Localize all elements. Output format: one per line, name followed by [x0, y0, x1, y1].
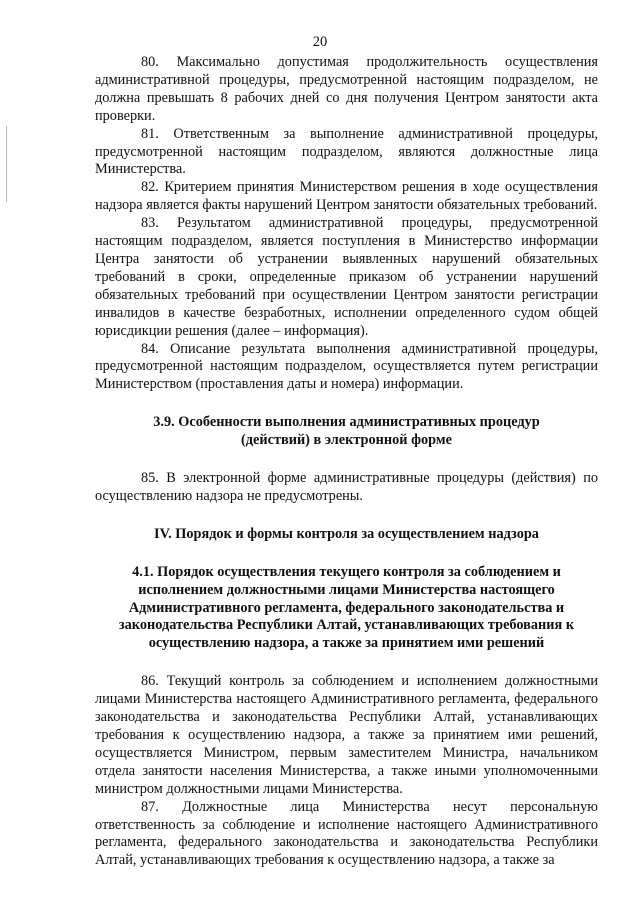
section-heading-4-1-line-2: исполнением должностными лицами Министерства настоящего — [138, 581, 555, 598]
section-heading-3-9-line-2: (действий) в электронной форме — [241, 432, 452, 449]
scan-edge-mark — [6, 126, 7, 202]
paragraph-85: 85. В электронной форме административные процедуры (действия) по осуществлению надзора не предусмотрены. — [95, 470, 598, 504]
section-heading-4-1-line-3: Административного регламента, федерального законодательства и — [128, 599, 565, 616]
paragraph-82: 82. Критерием принятия Министерством решения в ходе осуществления надзора является факты нарушений Центром занятости обязательных требований. — [95, 179, 598, 214]
paragraph-83: 83. Результатом административной процедуры, предусмотренной настоящим подразделом, является поступления в Министерство информации Центра занятости об устранении выявленных нарушений обязательных требований в сроки, определенные приказом об устранении нарушений обязательных требований при осуществлении Центром занятости регистрации инвалидов в качестве безработных, исполнении определенного судом общей юрисдикции решения (далее – информация). — [95, 215, 598, 339]
page-content — [95, 54, 598, 870]
paragraph-84: 84. Описание результата выполнения административной процедуры, предусмотренной настоящим подразделом, осуществляется путем регистрации Министерством (проставления даты и номера) информации. — [95, 340, 598, 393]
paragraph-81: 81. Ответственным за выполнение административной процедуры, предусмотренной настоящим подразделом, являются должностные лица Министерства. — [95, 125, 598, 178]
section-heading-4-1-line-5: осуществлению надзора, а также за принятием ими решений — [148, 635, 545, 652]
section-heading-3-9-line-1: 3.9. Особенности выполнения административных процедур — [153, 414, 540, 431]
page-number: 20 — [312, 34, 328, 50]
paragraph-80: 80. Максимально допустимая продолжительность осуществления административной процедуры, предусмотренной настоящим подразделом, не должна превышать 8 рабочих дней со дня получения Центром занятости акта проверки. — [95, 54, 598, 124]
section-heading-4-1 — [95, 564, 598, 654]
section-heading-3-9 — [95, 414, 598, 450]
chapter-heading-iv: IV. Порядок и формы контроля за осуществлением надзора — [154, 525, 539, 542]
section-heading-4-1-line-4: законодательства Республики Алтай, устанавливающих требования к — [118, 617, 575, 634]
paragraph-87: 87. Должностные лица Министерства несут персональную ответственность за соблюдение и исполнение настоящего Административного регламента, федерального законодательства и законодательства Республики Алтай, устанавливающих требования к осуществлению надзора, а также за — [95, 798, 598, 869]
paragraph-86: 86. Текущий контроль за соблюдением и исполнением должностными лицами Министерства настоящего Административного регламента, федерального законодательства и законодательства Республики Алтай, устанавливающих требования к осуществлению надзора, а также за принятием ими решений, осуществляется Министром, первым заместителем Министра, начальником отдела занятости населения Министерства, а также иными уполномоченными министром должностными лицами Министерства. — [95, 673, 598, 797]
section-heading-4-1-line-1: 4.1. Порядок осуществления текущего контроля за соблюдением и — [132, 563, 561, 580]
